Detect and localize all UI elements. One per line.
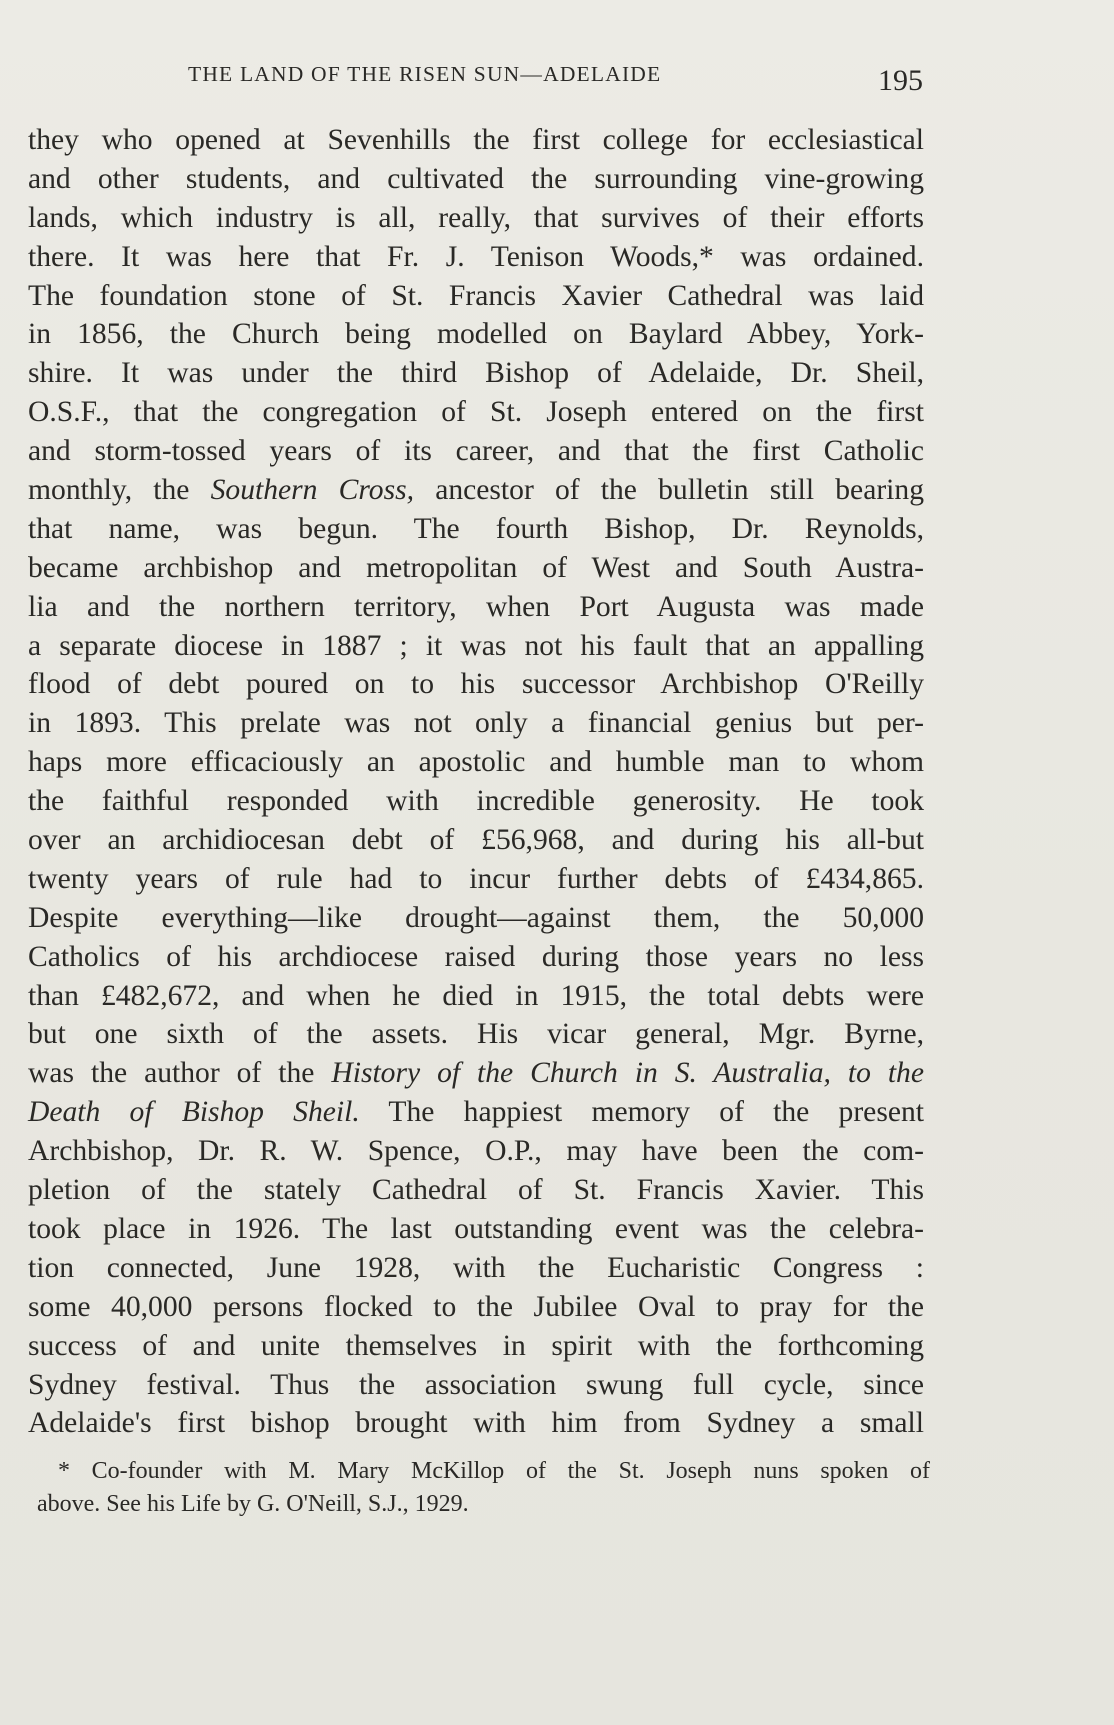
text-line: became archbishop and metropolitan of West and South Austra- [28,551,924,584]
text-line: they who opened at Sevenhills the first college for ecclesiastical [28,124,924,156]
text-segment: ancestor of the bulletin still bearing [414,474,924,507]
text-line: Adelaide's first bishop brought with him from Sydney a small [28,1407,924,1440]
text-line: there. It was here that Fr. J. Tenison Woods,* was ordained. [28,240,924,273]
text-line: Catholics of his archdiocese raised during those years no less [28,940,924,973]
text-line: some 40,000 persons flocked to the Jubilee Oval to pray for the [28,1290,924,1323]
text-line: over an archidiocesan debt of £56,968, and during his all-but [28,824,924,857]
italic-title: Death of Bishop Sheil. [28,1096,360,1129]
text-segment: was the author of the [28,1057,332,1090]
text-line: haps more efficaciously an apostolic and humble man to whom [28,746,924,779]
text-segment: monthly, the [28,474,211,507]
text-line [28,471,924,510]
text-line: that name, was begun. The fourth Bishop, Dr. Reynolds, [28,512,924,545]
text-segment: The happiest memory of the present [359,1096,924,1129]
footnote-line: above. See his Life by G. O'Neill, S.J., 1929. [37,1491,469,1517]
text-line: twenty years of rule had to incur further debts of £434,865. [28,862,924,895]
body-text [28,121,924,1443]
text-line: the faithful responded with incredible generosity. He took [28,785,924,818]
text-line: success of and unite themselves in spirit with the forthcoming [28,1329,924,1362]
text-line: Sydney festival. Thus the association swung full cycle, since [28,1368,924,1401]
text-line: Archbishop, Dr. R. W. Spence, O.P., may have been the com- [28,1135,924,1168]
text-line: lia and the northern territory, when Port Augusta was made [28,590,924,623]
text-line: shire. It was under the third Bishop of Adelaide, Dr. Sheil, [28,357,924,390]
text-line: but one sixth of the assets. His vicar general, Mgr. Byrne, [28,1018,924,1051]
text-line: in 1893. This prelate was not only a financial genius but per- [28,707,924,740]
text-line: and storm-tossed years of its career, and that the first Catholic [28,435,924,468]
text-line: lands, which industry is all, really, that survives of their efforts [28,201,924,234]
italic-title: History of the Church in S. Australia, to the [331,1057,924,1090]
footnote [37,1455,930,1521]
text-line: O.S.F., that the congregation of St. Joseph entered on the first [28,396,924,429]
text-line [28,1054,924,1093]
text-line: in 1856, the Church being modelled on Baylard Abbey, York- [28,318,924,351]
footnote-line: * Co-founder with M. Mary McKillop of the St. Joseph nuns spoken of [58,1458,930,1484]
text-line: tion connected, June 1928, with the Eucharistic Congress : [28,1251,924,1284]
text-line: flood of debt poured on to his successor Archbishop O'Reilly [28,668,924,701]
text-line: pletion of the stately Cathedral of St. Francis Xavier. This [28,1174,924,1207]
running-head: THE LAND OF THE RISEN SUN—ADELAIDE [188,62,662,86]
text-line: than £482,672, and when he died in 1915, the total debts were [28,979,924,1012]
text-line: Despite everything—like drought—against them, the 50,000 [28,901,924,934]
text-line: a separate diocese in 1887 ; it was not his fault that an appalling [28,629,924,662]
text-line [28,1093,924,1132]
text-line: and other students, and cultivated the surrounding vine-growing [28,162,924,195]
page-number: 195 [878,64,923,97]
text-line: took place in 1926. The last outstanding event was the celebra- [28,1212,924,1245]
italic-title: Southern Cross, [210,474,415,507]
text-line: The foundation stone of St. Francis Xavier Cathedral was laid [28,279,924,312]
